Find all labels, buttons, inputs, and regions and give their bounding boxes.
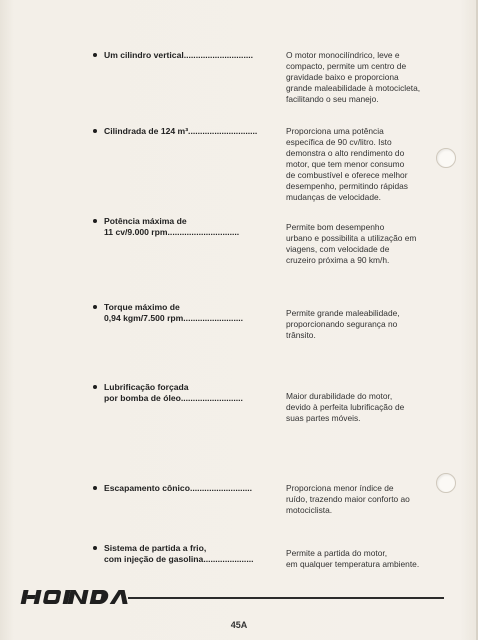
feature-description: Permite a partida do motor, em qualquer temperatura ambiente. [286,548,420,569]
feature-label: Potência máxima de 11 cv/9.000 rpm.............................. [104,216,240,237]
page-footer [0,586,478,616]
feature-label: Sistema de partida a frio, com injeção de gasolina..................... [104,543,254,564]
feature-description: Permite grande maleabilidade, proporcionando segurança no trânsito. [286,308,400,340]
feature-description: Proporciona uma potência específica de 90 cv/litro. Isto demonstra o alto rendimento do motor, que tem menor consumo de combustível e oferece melhor desempenho, permitindo rápidas mudanças de velocidade. [286,126,408,202]
feature-description: O motor monocilíndrico, leve e compacto, permite um centro de gravidade baixo e proporciona grande maleabilidade à motocicleta, facilitando o seu manejo. [286,50,421,104]
feature-label: Lubrificação forçada por bomba de óleo.......................... [104,382,243,403]
bullet-icon [93,219,97,223]
feature-label: Um cilindro vertical............................. [104,50,253,60]
feature-label: Cilindrada de 124 m³............................. [104,126,258,136]
feature-description: Permite bom desempenho urbano e possibilita a utilização em viagens, com velocidade de cruzeiro próxima a 90 km/h. [286,222,417,265]
bullet-icon [93,546,97,550]
bullet-icon [93,129,97,133]
feature-label: Escapamento cônico.......................... [104,483,253,493]
binder-hole-top [436,148,456,168]
bullet-icon [93,305,97,309]
feature-description: Proporciona menor índice de ruído, trazendo maior conforto ao motociclista. [286,483,410,515]
bullet-icon [93,53,97,57]
feature-label: Torque máximo de 0,94 kgm/7.500 rpm......................... [104,302,243,323]
footer-rule [128,597,444,599]
binder-hole-bottom [436,473,456,493]
feature-description: Maior durabilidade do motor, devido à perfeita lubrificação de suas partes móveis. [286,391,405,423]
page-number: 45A [230,620,248,630]
bullet-icon [93,486,97,490]
bullet-icon [93,385,97,389]
honda-logo-icon [18,588,128,606]
